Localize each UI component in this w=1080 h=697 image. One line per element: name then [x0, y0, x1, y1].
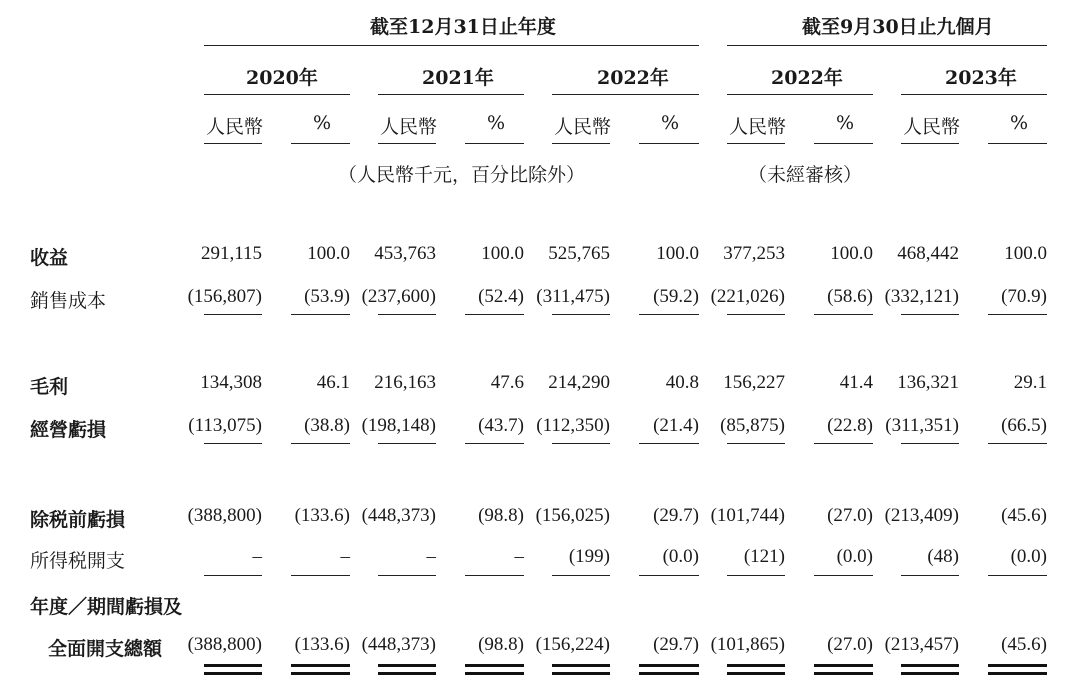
group-header-nine-months-rule: [727, 45, 1047, 46]
subtotal-rule: [988, 314, 1047, 315]
subtotal-rule: [814, 575, 873, 576]
cell-revenue-col2: 453,763: [374, 243, 436, 264]
subtotal-rule: [204, 314, 262, 315]
cell-cost-of-sales-col3: (52.4): [478, 286, 524, 307]
subtotal-rule: [727, 314, 785, 315]
cell-loss-before-tax-col2: (448,373): [361, 505, 436, 526]
total-double-rule: [727, 664, 785, 675]
cell-total-loss-col8: (213,457): [884, 634, 959, 655]
total-double-rule: [814, 664, 873, 675]
cell-revenue-col3: 100.0: [481, 243, 524, 264]
cell-income-tax-col5: (0.0): [662, 546, 699, 567]
subtotal-rule: [639, 443, 699, 444]
cell-income-tax-col6: (121): [743, 546, 785, 567]
cell-income-tax-col0: –: [252, 546, 262, 567]
total-double-rule: [901, 664, 959, 675]
row-label-gross-profit: 毛利: [30, 376, 69, 398]
cell-income-tax-col8: (48): [927, 546, 959, 567]
cell-income-tax-col2: –: [426, 546, 436, 567]
cell-loss-before-tax-col0: (388,800): [187, 505, 262, 526]
row-label-total-loss-line2: 全面開支總額: [48, 638, 163, 660]
subtotal-rule: [988, 575, 1047, 576]
subtotal-rule: [727, 575, 785, 576]
subtotal-rule: [814, 314, 873, 315]
cell-cost-of-sales-col9: (70.9): [1001, 286, 1047, 307]
cell-cost-of-sales-col5: (59.2): [653, 286, 699, 307]
cell-total-loss-col0: (388,800): [187, 634, 262, 655]
cell-gross-profit-col2: 216,163: [374, 372, 436, 393]
cell-loss-before-tax-col6: (101,744): [710, 505, 785, 526]
subtotal-rule: [901, 443, 959, 444]
year-header-2021: 2021年: [422, 67, 494, 89]
subheader-rule: [465, 143, 524, 144]
cell-gross-profit-col6: 156,227: [723, 372, 785, 393]
cell-revenue-col6: 377,253: [723, 243, 785, 264]
cell-loss-before-tax-col8: (213,409): [884, 505, 959, 526]
subtotal-rule: [378, 443, 436, 444]
subtotal-rule: [814, 443, 873, 444]
subtotal-rule: [291, 575, 350, 576]
subtotal-rule: [552, 443, 610, 444]
cell-total-loss-col7: (27.0): [827, 634, 873, 655]
subheader-rule: [814, 143, 873, 144]
cell-operating-loss-col5: (21.4): [653, 415, 699, 436]
row-label-income-tax: 所得税開支: [30, 550, 126, 572]
total-double-rule: [378, 664, 436, 675]
total-double-rule: [988, 664, 1047, 675]
year-header-2023: 2023年: [945, 67, 1017, 89]
cell-operating-loss-col8: (311,351): [885, 415, 959, 436]
cell-gross-profit-col5: 40.8: [665, 372, 699, 393]
cell-gross-profit-col4: 214,290: [548, 372, 610, 393]
cell-total-loss-col3: (98.8): [478, 634, 524, 655]
subheader-pct: %: [313, 112, 332, 134]
cell-operating-loss-col2: (198,148): [361, 415, 436, 436]
cell-operating-loss-col4: (112,350): [536, 415, 610, 436]
row-label-loss-before-tax: 除税前虧損: [30, 509, 126, 531]
year-header-2020: 2020年: [246, 67, 318, 89]
year-rule: [901, 94, 1047, 95]
total-double-rule: [639, 664, 699, 675]
subtotal-rule: [552, 314, 610, 315]
cell-revenue-col4: 525,765: [548, 243, 610, 264]
subtotal-rule: [901, 575, 959, 576]
subheader-pct: %: [661, 112, 680, 134]
cell-total-loss-col5: (29.7): [653, 634, 699, 655]
subheader-rule: [901, 143, 959, 144]
cell-revenue-col8: 468,442: [897, 243, 959, 264]
cell-revenue-col0: 291,115: [200, 243, 262, 264]
subheader-rmb: 人民幣: [729, 116, 787, 138]
cell-total-loss-col2: (448,373): [361, 634, 436, 655]
subheader-pct: %: [487, 112, 506, 134]
cell-total-loss-col6: (101,865): [710, 634, 785, 655]
cell-operating-loss-col0: (113,075): [188, 415, 262, 436]
subheader-rmb: 人民幣: [554, 116, 612, 138]
subheader-rule: [204, 143, 262, 144]
cell-gross-profit-col3: 47.6: [490, 372, 524, 393]
cell-loss-before-tax-col4: (156,025): [535, 505, 610, 526]
cell-operating-loss-col3: (43.7): [478, 415, 524, 436]
row-label-revenue: 收益: [30, 247, 69, 269]
cell-revenue-col9: 100.0: [1004, 243, 1047, 264]
cell-cost-of-sales-col8: (332,121): [884, 286, 959, 307]
subtotal-rule: [639, 314, 699, 315]
subheader-rule: [639, 143, 699, 144]
subheader-rule: [727, 143, 785, 144]
cell-loss-before-tax-col7: (27.0): [827, 505, 873, 526]
unit-note: （人民幣千元，百分比除外）: [338, 164, 586, 186]
subheader-pct: %: [836, 112, 855, 134]
subtotal-rule: [552, 575, 610, 576]
subtotal-rule: [378, 575, 436, 576]
cell-gross-profit-col0: 134,308: [200, 372, 262, 393]
subtotal-rule: [291, 314, 350, 315]
cell-operating-loss-col6: (85,875): [720, 415, 785, 436]
subheader-rule: [988, 143, 1047, 144]
subtotal-rule: [204, 575, 262, 576]
cell-gross-profit-col8: 136,321: [897, 372, 959, 393]
year-rule: [552, 94, 699, 95]
cell-gross-profit-col7: 41.4: [839, 372, 873, 393]
year-header-2022: 2022年: [597, 67, 669, 89]
cell-operating-loss-col7: (22.8): [827, 415, 873, 436]
cell-loss-before-tax-col1: (133.6): [294, 505, 350, 526]
subtotal-rule: [204, 443, 262, 444]
cell-income-tax-col9: (0.0): [1010, 546, 1047, 567]
year-rule: [378, 94, 524, 95]
year-header-2022-nine: 2022年: [771, 67, 843, 89]
cell-gross-profit-col9: 29.1: [1013, 372, 1047, 393]
total-double-rule: [552, 664, 610, 675]
subheader-rule: [552, 143, 610, 144]
cell-cost-of-sales-col0: (156,807): [187, 286, 262, 307]
subheader-rmb: 人民幣: [903, 116, 961, 138]
cell-total-loss-col9: (45.6): [1001, 634, 1047, 655]
subheader-pct: %: [1010, 112, 1029, 134]
subtotal-rule: [465, 443, 524, 444]
subheader-rule: [291, 143, 350, 144]
subtotal-rule: [988, 443, 1047, 444]
cell-loss-before-tax-col3: (98.8): [478, 505, 524, 526]
cell-income-tax-col3: –: [514, 546, 524, 567]
cell-cost-of-sales-col6: (221,026): [710, 286, 785, 307]
cell-income-tax-col4: (199): [568, 546, 610, 567]
row-label-total-loss-line1: 年度／期間虧損及: [30, 596, 183, 618]
cell-total-loss-col1: (133.6): [294, 634, 350, 655]
total-double-rule: [465, 664, 524, 675]
cell-loss-before-tax-col5: (29.7): [653, 505, 699, 526]
subheader-rmb: 人民幣: [206, 116, 264, 138]
total-double-rule: [291, 664, 350, 675]
group-header-year: 截至12月31日止年度: [370, 16, 556, 38]
row-label-operating-loss: 經營虧損: [30, 419, 107, 441]
cell-income-tax-col1: –: [340, 546, 350, 567]
cell-revenue-col1: 100.0: [307, 243, 350, 264]
subheader-rmb: 人民幣: [380, 116, 438, 138]
cell-cost-of-sales-col1: (53.9): [304, 286, 350, 307]
subtotal-rule: [378, 314, 436, 315]
subtotal-rule: [901, 314, 959, 315]
subheader-rule: [378, 143, 436, 144]
subtotal-rule: [465, 314, 524, 315]
cell-loss-before-tax-col9: (45.6): [1001, 505, 1047, 526]
group-header-year-rule: [204, 45, 699, 46]
year-rule: [204, 94, 350, 95]
cell-cost-of-sales-col4: (311,475): [536, 286, 610, 307]
unaudited-note: （未經審核）: [748, 164, 863, 186]
cell-cost-of-sales-col2: (237,600): [361, 286, 436, 307]
cell-total-loss-col4: (156,224): [535, 634, 610, 655]
cell-operating-loss-col9: (66.5): [1001, 415, 1047, 436]
cell-gross-profit-col1: 46.1: [316, 372, 350, 393]
year-rule: [727, 94, 873, 95]
subtotal-rule: [291, 443, 350, 444]
row-label-cost-of-sales: 銷售成本: [30, 290, 107, 312]
cell-operating-loss-col1: (38.8): [304, 415, 350, 436]
cell-income-tax-col7: (0.0): [836, 546, 873, 567]
group-header-nine-months: 截至9月30日止九個月: [802, 16, 994, 38]
subtotal-rule: [727, 443, 785, 444]
subtotal-rule: [465, 575, 524, 576]
cell-revenue-col7: 100.0: [830, 243, 873, 264]
cell-revenue-col5: 100.0: [656, 243, 699, 264]
subtotal-rule: [639, 575, 699, 576]
cell-cost-of-sales-col7: (58.6): [827, 286, 873, 307]
total-double-rule: [204, 664, 262, 675]
